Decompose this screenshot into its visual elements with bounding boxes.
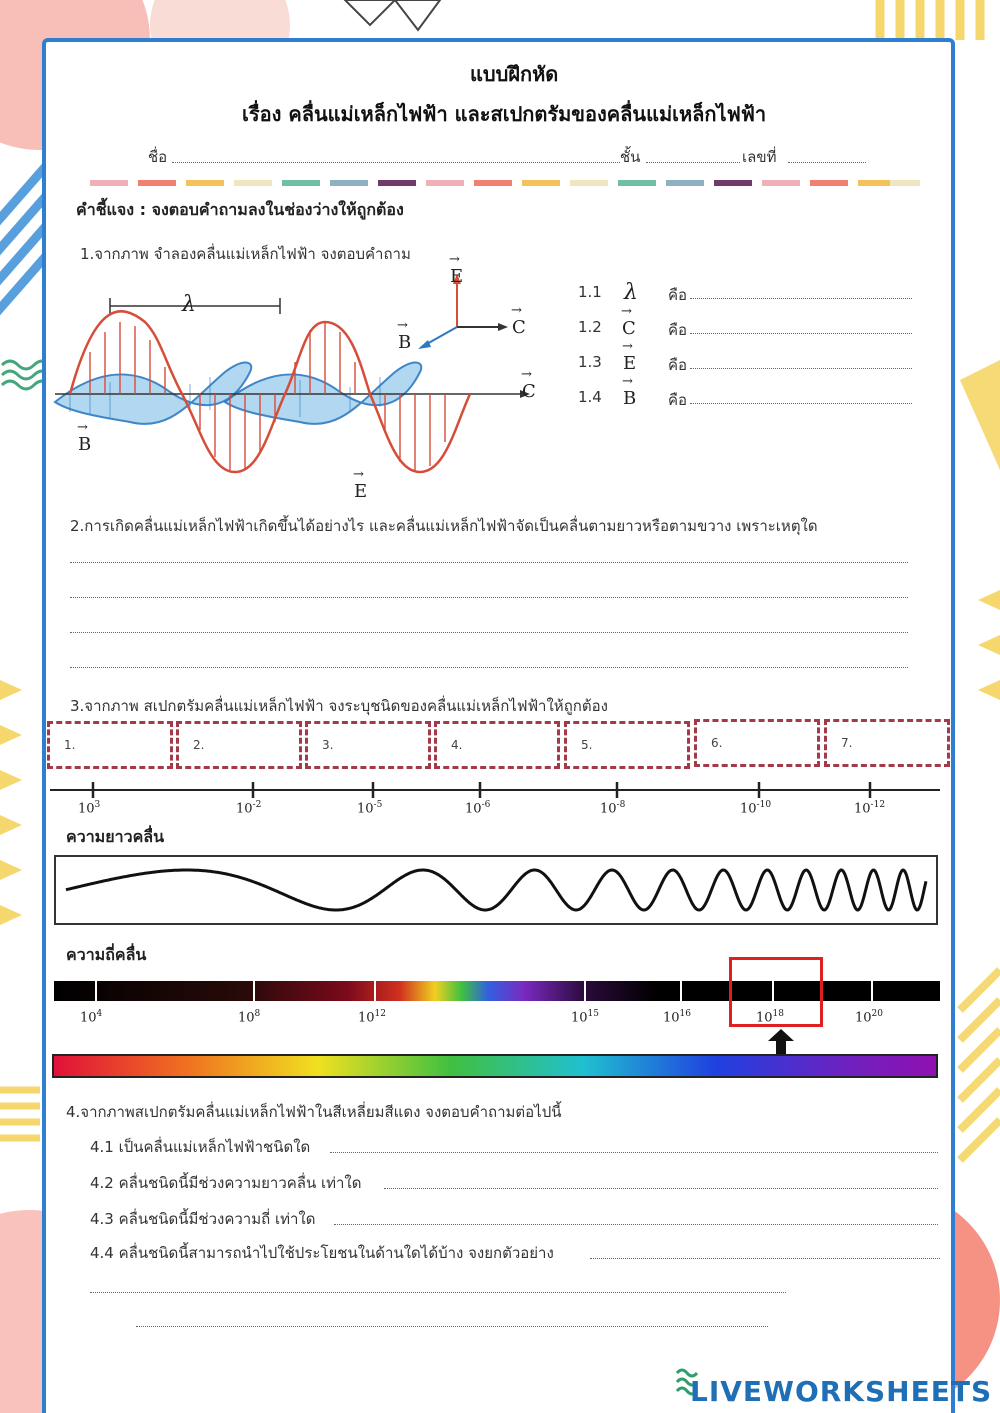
q4-answer-field[interactable]	[590, 1258, 940, 1259]
wavelength-tick: $10^3$	[78, 800, 101, 817]
diagram-c-top-label: → C	[512, 317, 526, 338]
frequency-tick: $10^{18}$	[756, 1009, 784, 1026]
q1-answer-field[interactable]	[690, 333, 912, 334]
lambda-label: λ	[182, 292, 196, 317]
spectrum-answer-box[interactable]	[564, 721, 690, 769]
wavelength-axis	[50, 780, 950, 800]
q4-item: 4.1 เป็นคลื่นแม่เหล็กไฟฟ้าชนิดใด	[90, 1138, 311, 1156]
q4-answer-field[interactable]	[334, 1224, 938, 1225]
name-field[interactable]	[172, 162, 620, 163]
wavelength-label: ความยาวคลื่น	[66, 827, 165, 846]
frequency-tick: $10^{16}$	[663, 1009, 691, 1026]
q2-text: 2.การเกิดคลื่นแม่เหล็กไฟฟ้าเกิดขึ้นได้อย่างไร และคลื่นแม่เหล็กไฟฟ้าจัดเป็นคลื่นตามยาวหรือตามขวาง เพราะเหตุใด	[70, 517, 818, 535]
box-number: 7.	[841, 736, 853, 750]
number-field[interactable]	[788, 162, 866, 163]
frequency-tick: $10^{20}$	[855, 1009, 883, 1026]
wavelength-tick: $10^{-2}$	[236, 800, 262, 817]
q2-answer-line[interactable]	[70, 667, 908, 668]
q1-text: 1.จากภาพ จำลองคลื่นแม่เหล็กไฟฟ้า จงตอบคำถาม	[80, 245, 411, 263]
number-label: เลขที่	[742, 148, 777, 166]
box-number: 4.	[451, 738, 463, 752]
class-field[interactable]	[646, 162, 740, 163]
q1-answer-field[interactable]	[690, 403, 912, 404]
wavelength-tick: $10^{-12}$	[854, 800, 886, 817]
frequency-tick: $10^8$	[238, 1009, 261, 1026]
box-number: 6.	[711, 736, 723, 750]
spectrum-answer-box[interactable]	[824, 719, 950, 767]
q1-item-label: คือ	[668, 356, 688, 374]
q1-item-label: คือ	[668, 391, 688, 409]
highlight-box	[729, 957, 823, 1027]
page-subtitle: เรื่อง คลื่นแม่เหล็กไฟฟ้า และสเปกตรัมของคลื่นแม่เหล็กไฟฟ้า	[242, 102, 767, 126]
q4-item: 4.2 คลื่นชนิดนี้มีช่วงความยาวคลื่น เท่าใด	[90, 1174, 362, 1192]
q4-item: 4.4 คลื่นชนิดนี้สามารถนำไปใช้ประโยชนในด้านใดได้บ้าง จงยกตัวอย่าง	[90, 1244, 554, 1262]
q1-item-symbol: λ	[624, 280, 638, 305]
diagram-b-left-label: → B	[78, 434, 91, 455]
color-divider	[90, 180, 920, 188]
q1-item-symbol: → B	[623, 388, 636, 409]
name-label: ชื่อ	[148, 148, 168, 166]
wavelength-tick: $10^{-6}$	[465, 800, 491, 817]
q4-answer-field[interactable]	[330, 1152, 938, 1153]
wavelength-tick: $10^{-5}$	[357, 800, 383, 817]
spectrum-answer-box[interactable]	[305, 721, 431, 769]
q3-text: 3.จากภาพ สเปกตรัมคลื่นแม่เหล็กไฟฟ้า จงระบุชนิดของคลื่นแม่เหล็กไฟฟ้าให้ถูกต้อง	[70, 697, 608, 715]
spectrum-answer-box[interactable]	[47, 721, 173, 769]
liveworksheets-logo: LIVEWORKSHEETS	[690, 1375, 993, 1408]
box-number: 2.	[193, 738, 205, 752]
box-number: 5.	[581, 738, 593, 752]
wavelength-wave-illustration	[54, 855, 938, 925]
q2-answer-line[interactable]	[70, 632, 908, 633]
q1-item-number: 1.1	[578, 283, 602, 301]
q1-item-number: 1.2	[578, 318, 602, 336]
spectrum-answer-box[interactable]	[694, 719, 820, 767]
diagram-e-top-label: → E	[450, 266, 463, 287]
q2-answer-line[interactable]	[70, 562, 908, 563]
spectrum-answer-box[interactable]	[434, 721, 560, 769]
q1-item-number: 1.3	[578, 353, 602, 371]
q4-item: 4.3 คลื่นชนิดนี้มีช่วงความถี่ เท่าใด	[90, 1210, 316, 1228]
box-number: 3.	[322, 738, 334, 752]
up-arrow-icon	[766, 1029, 796, 1057]
diagram-b-top-label: → B	[398, 332, 411, 353]
q4-answer-field[interactable]	[384, 1188, 938, 1189]
visible-spectrum-bar	[52, 1054, 938, 1078]
q1-item-symbol: → E	[623, 353, 636, 374]
frequency-tick: $10^{15}$	[571, 1009, 599, 1026]
diagram-c-axis-label: → C	[522, 381, 536, 402]
q1-answer-field[interactable]	[690, 368, 912, 369]
page-title: แบบฝึกหัด	[470, 62, 559, 86]
q1-answer-field[interactable]	[690, 298, 912, 299]
q2-answer-line[interactable]	[70, 597, 908, 598]
instruction-text: คำชี้แจง : จงตอบคำถามลงในช่องว่างให้ถูกต้อง	[76, 200, 404, 219]
box-number: 1.	[64, 738, 76, 752]
q1-item-number: 1.4	[578, 388, 602, 406]
wavelength-tick: $10^{-10}$	[740, 800, 772, 817]
q4-answer-line[interactable]	[136, 1326, 768, 1327]
q1-item-label: คือ	[668, 286, 688, 304]
q4-text: 4.จากภาพสเปกตรัมคลื่นแม่เหล็กไฟฟ้าในสีเหลี่ยมสีแดง จงตอบคำถามต่อไปนี้	[66, 1103, 562, 1121]
q1-item-symbol: → C	[622, 318, 636, 339]
q4-answer-line[interactable]	[90, 1292, 786, 1293]
spectrum-answer-box[interactable]	[176, 721, 302, 769]
frequency-tick: $10^{12}$	[358, 1009, 386, 1026]
diagram-e-bottom-label: → E	[354, 481, 367, 502]
wavelength-tick: $10^{-8}$	[600, 800, 626, 817]
frequency-tick: $10^4$	[80, 1009, 103, 1026]
class-label: ชั้น	[620, 148, 641, 166]
em-wave-diagram	[50, 262, 550, 502]
frequency-label: ความถี่คลื่น	[66, 945, 147, 964]
q1-item-label: คือ	[668, 321, 688, 339]
